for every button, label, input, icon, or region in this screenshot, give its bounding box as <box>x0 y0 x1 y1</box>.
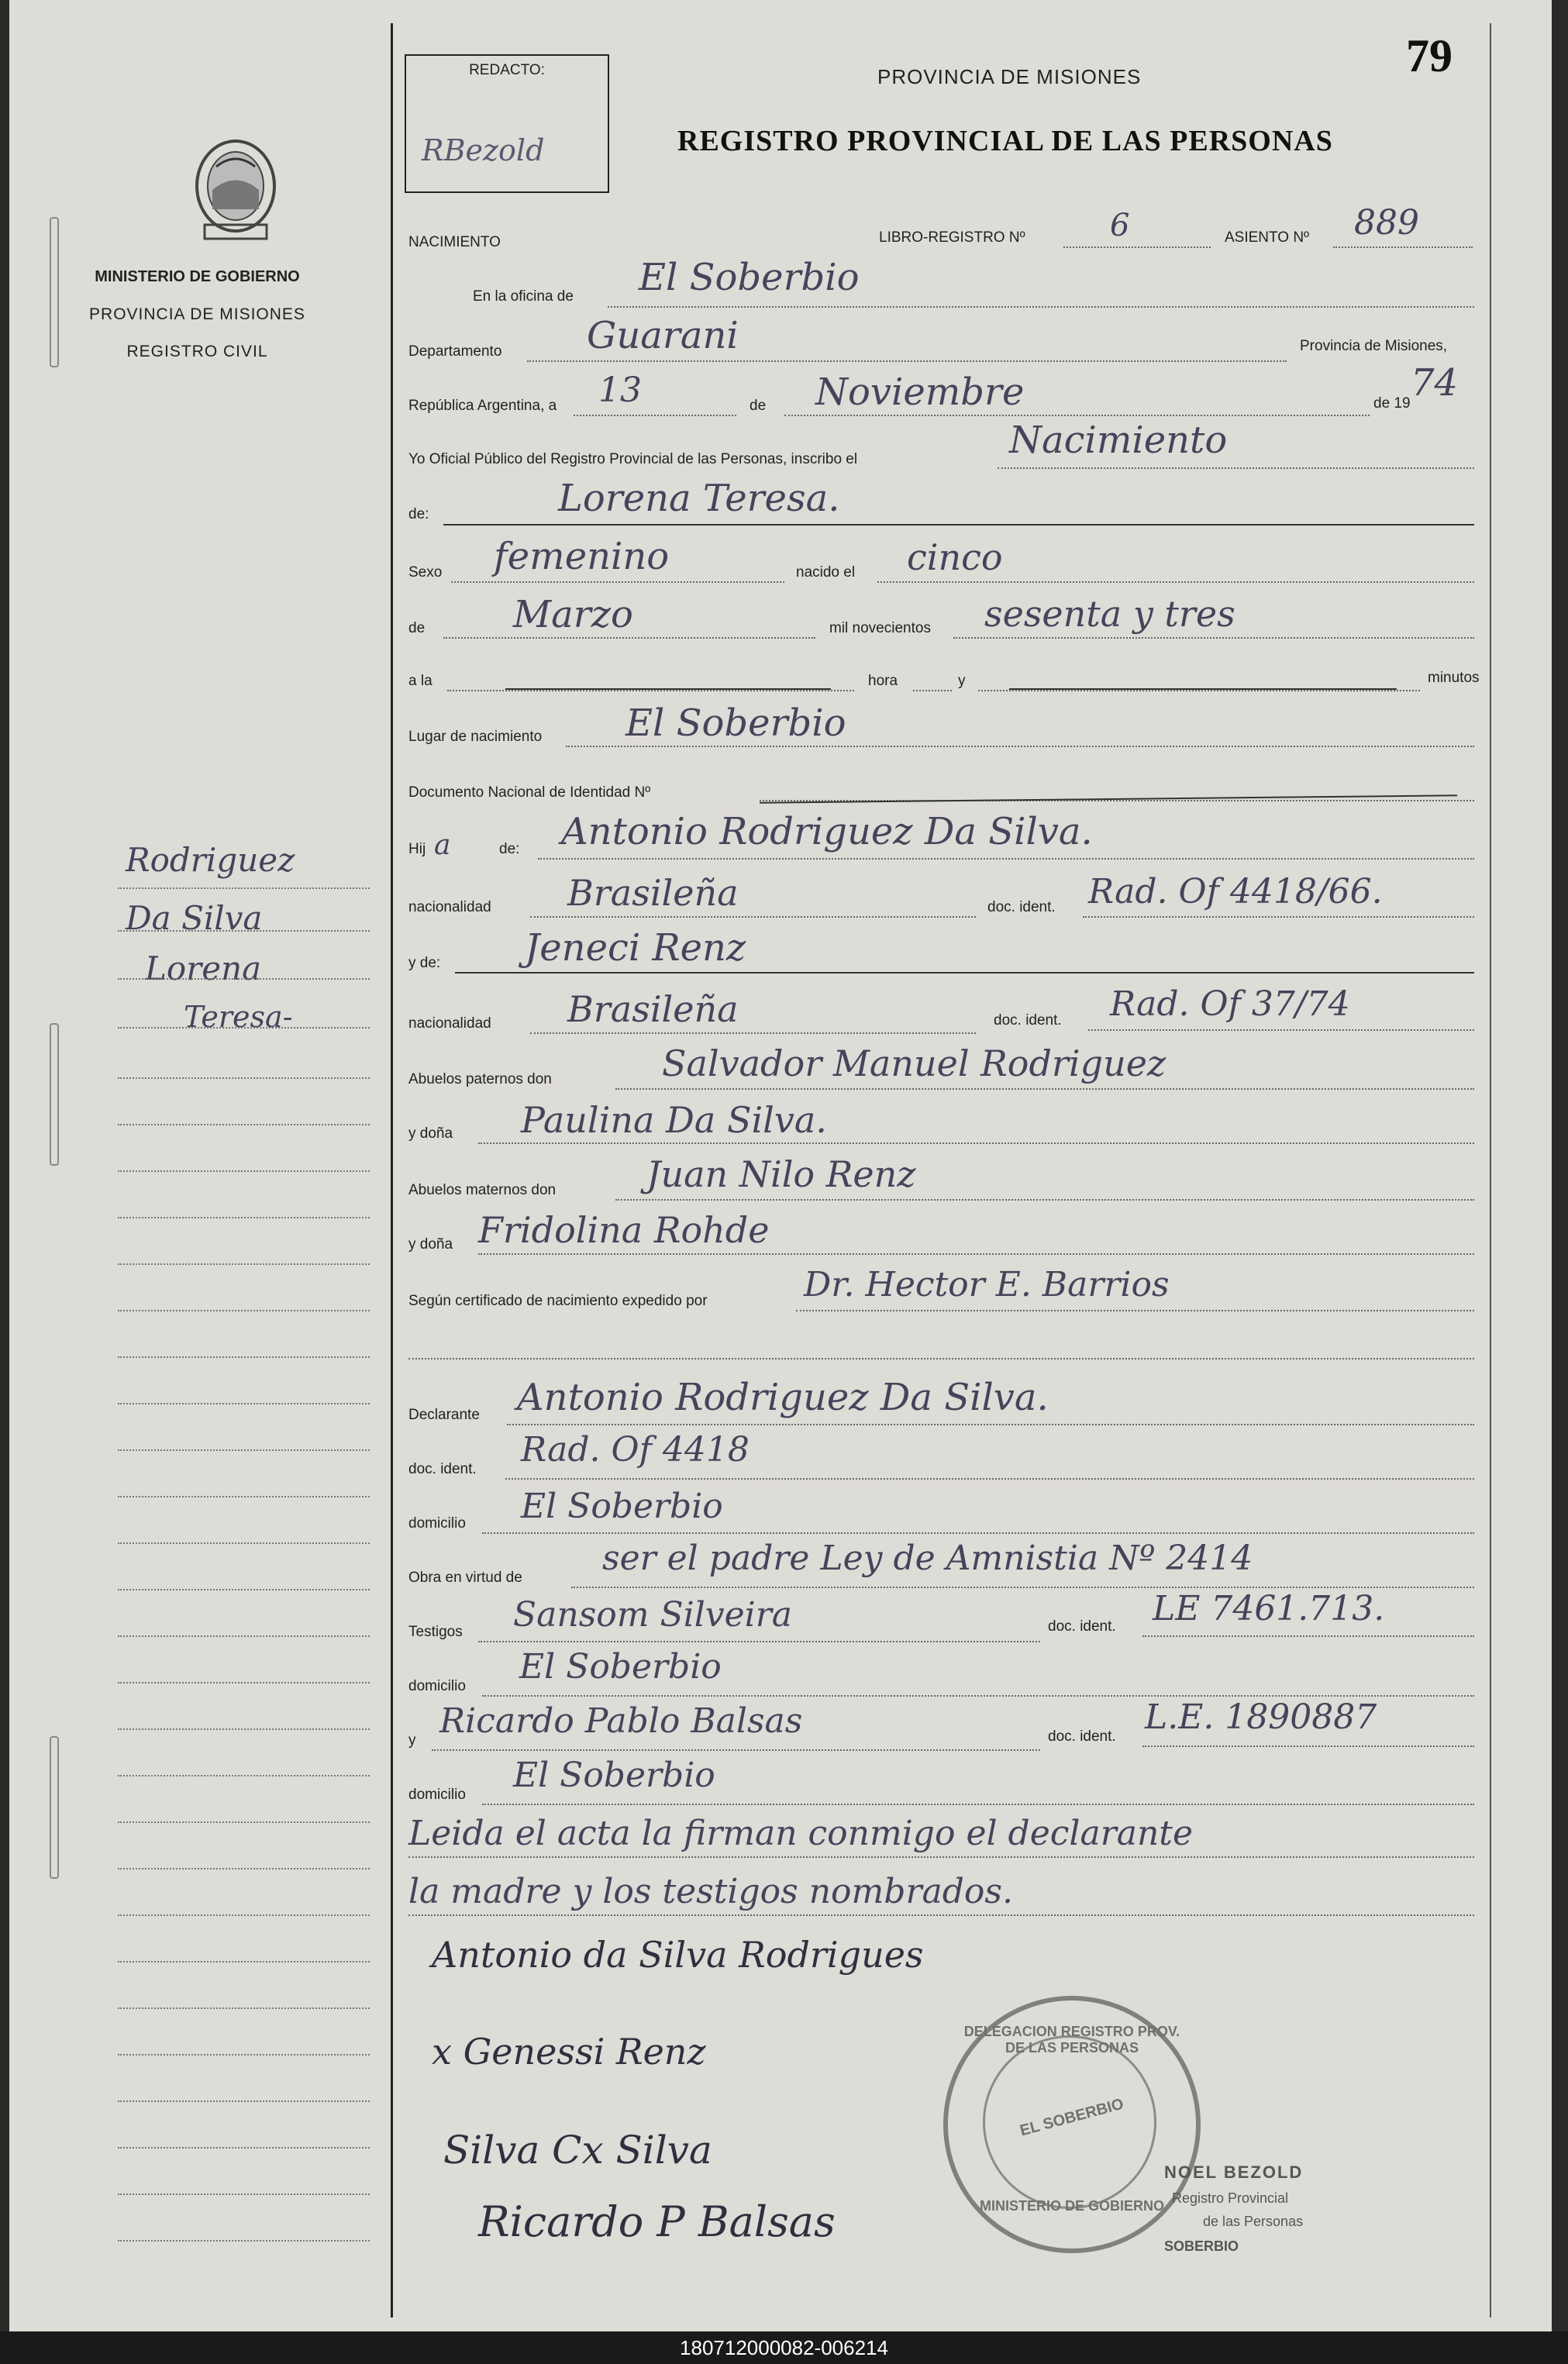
margin-surname-1: Rodriguez <box>126 841 295 879</box>
left-margin-column <box>9 0 385 2331</box>
witness1-doc-value: LE 7461.713. <box>1153 1589 1385 1628</box>
paternal-grandmother-value: Paulina Da Silva. <box>521 1099 827 1141</box>
column-divider <box>391 23 393 2317</box>
declarant-signature: Antonio da Silva Rodrigues <box>432 1934 924 1976</box>
birth-year-value: sesenta y tres <box>984 593 1235 635</box>
declarant-address-value: El Soberbio <box>521 1487 723 1526</box>
witness2-name-value: Ricardo Pablo Balsas <box>439 1701 803 1741</box>
right-border <box>1490 23 1491 2317</box>
dni-label: Documento Nacional de Identidad Nº <box>408 784 651 801</box>
hij-label: Hij <box>408 841 426 857</box>
oficial-label: Yo Oficial Público del Registro Provincial de las Personas, inscribo el <box>408 451 858 467</box>
maternal-grandmother-value: Fridolina Rohde <box>478 1209 770 1251</box>
officer-seal-line3: de las Personas <box>1203 2214 1304 2229</box>
declarant-name-value: Antonio Rodriguez Da Silva. <box>517 1376 1049 1419</box>
declarant-doc-value: Rad. Of 4418 <box>521 1430 750 1470</box>
testigo1-domicilio-label: domicilio <box>408 1678 466 1694</box>
mother-nationality-value: Brasileña <box>567 988 739 1030</box>
witness2-signature: Ricardo P Balsas <box>478 2197 836 2246</box>
declarante-doc-label: doc. ident. <box>408 1461 477 1477</box>
birth-day-value: cinco <box>907 536 1003 578</box>
witness1-name-value: Sansom Silveira <box>513 1595 793 1635</box>
declarante-label: Declarante <box>408 1407 480 1423</box>
binding-thread <box>50 1023 59 1166</box>
closing-line-1: Leida el acta la firman conmigo el declarante <box>408 1814 1194 1853</box>
paternal-grandfather-value: Salvador Manuel Rodriguez <box>662 1042 1167 1084</box>
officer-seal-line4: SOBERBIO <box>1164 2238 1239 2254</box>
act-type-value: Nacimiento <box>1009 419 1228 462</box>
year-prefix-label: de 19 <box>1373 395 1411 412</box>
oficina-label: En la oficina de <box>473 288 574 305</box>
sexo-label: Sexo <box>408 564 443 581</box>
departamento-label: Departamento <box>408 343 502 360</box>
departamento-value: Guarani <box>587 314 739 357</box>
padre-nacionalidad-label: nacionalidad <box>408 899 491 915</box>
registry-title: REGISTRO PROVINCIAL DE LAS PERSONAS <box>677 125 1333 157</box>
madre-nacionalidad-label: nacionalidad <box>408 1015 491 1032</box>
y-label: y <box>958 673 966 689</box>
mil-label: mil novecientos <box>829 620 931 636</box>
redacto-label: REDACTO: <box>469 62 545 78</box>
libro-value: 6 <box>1110 208 1130 243</box>
hij-suffix-value: a <box>434 829 451 861</box>
document-id-footer: 180712000082-006214 <box>0 2331 1568 2364</box>
abuela-paterna-label: y doña <box>408 1125 453 1142</box>
nombre-label: de: <box>408 506 429 522</box>
minutos-label: minutos <box>1428 670 1480 686</box>
witness2-address-value: El Soberbio <box>513 1756 715 1795</box>
mother-name-value: Jeneci Renz <box>525 926 746 970</box>
father-name-value: Antonio Rodriguez Da Silva. <box>561 810 1093 853</box>
nacido-label: nacido el <box>796 564 856 581</box>
madre-label: y de: <box>408 955 441 971</box>
ministry-registry: REGISTRO CIVIL <box>126 343 268 360</box>
declarante-domicilio-label: domicilio <box>408 1515 466 1532</box>
testigos-label: Testigos <box>408 1624 463 1640</box>
officer-seal <box>1156 2162 1451 2271</box>
republica-label: República Argentina, a <box>408 398 557 414</box>
provincia-label: Provincia de Misiones, <box>1300 338 1448 354</box>
testigo2-domicilio-label: domicilio <box>408 1787 466 1803</box>
testigo2-doc-label: doc. ident. <box>1048 1728 1116 1745</box>
birth-month-label: de <box>408 620 426 636</box>
abuelo-paterno-label: Abuelos paternos don <box>408 1071 552 1087</box>
lugar-label: Lugar de nacimiento <box>408 729 543 745</box>
hora-label: hora <box>868 673 898 689</box>
certificado-label: Según certificado de nacimiento expedido por <box>408 1293 708 1309</box>
province-coat-of-arms-icon <box>185 132 286 248</box>
stamp-bottom: MINISTERIO DE GOBIERNO <box>979 2198 1165 2214</box>
binding-thread <box>50 1736 59 1879</box>
witness2-doc-value: L.E. 1890887 <box>1145 1697 1377 1737</box>
margin-given-name-1: Lorena <box>145 949 262 987</box>
de-label: de <box>750 398 767 414</box>
officer-seal-line2: Registro Provincial <box>1172 2190 1289 2206</box>
document-page <box>9 0 1552 2331</box>
birth-month-value: Marzo <box>513 593 633 636</box>
testigo1-doc-label: doc. ident. <box>1048 1618 1116 1635</box>
a-la-label: a la <box>408 673 432 689</box>
father-nationality-value: Brasileña <box>567 872 739 914</box>
officer-seal-name: NOEL BEZOLD <box>1164 2162 1304 2182</box>
witness1-address-value: El Soberbio <box>519 1647 722 1687</box>
closing-line-2: la madre y los testigos nombrados. <box>408 1872 1013 1911</box>
province-heading: PROVINCIA DE MISIONES <box>877 65 1142 88</box>
record-type-label: NACIMIENTO <box>408 234 501 250</box>
margin-surname-2: Da Silva <box>126 899 263 937</box>
sexo-value: femenino <box>494 535 670 578</box>
abuelo-materno-label: Abuelos maternos don <box>408 1182 557 1198</box>
stamp-text: DELEGACION REGISTRO PROV. DE LAS PERSONAS <box>963 2024 1180 2056</box>
madre-doc-label: doc. ident. <box>994 1012 1062 1029</box>
father-doc-value: Rad. Of 4418/66. <box>1088 872 1383 911</box>
asiento-label: ASIENTO Nº <box>1225 229 1309 246</box>
redacto-signature: RBezold <box>422 133 545 167</box>
year-value: 74 <box>1411 361 1459 405</box>
legal-basis-value: ser el padre Ley de Amnistia Nº 2414 <box>602 1539 1253 1578</box>
day-value: 13 <box>598 370 642 410</box>
margin-given-name-2: Teresa- <box>184 1000 293 1034</box>
month-value: Noviembre <box>815 370 1025 414</box>
lugar-value: El Soberbio <box>625 701 846 745</box>
child-name-value: Lorena Teresa. <box>558 477 840 520</box>
oficina-value: El Soberbio <box>639 256 860 299</box>
asiento-value: 889 <box>1354 203 1419 243</box>
testigo2-y-label: y <box>408 1732 416 1749</box>
mother-signature: x Genessi Renz <box>432 2031 706 2073</box>
stamp-sub: EL SOBERBIO <box>1018 2095 1126 2140</box>
witness1-signature: Silva Cx Silva <box>443 2128 712 2173</box>
certificate-issuer-value: Dr. Hector E. Barrios <box>804 1265 1170 1304</box>
abuela-materna-label: y doña <box>408 1236 453 1253</box>
obra-label: Obra en virtud de <box>408 1570 522 1586</box>
maternal-grandfather-value: Juan Nilo Renz <box>646 1153 916 1195</box>
redacto-box <box>405 54 609 193</box>
ministry-province: PROVINCIA DE MISIONES <box>89 305 305 323</box>
padre-doc-label: doc. ident. <box>987 899 1056 915</box>
mother-doc-value: Rad. Of 37/74 <box>1110 984 1350 1024</box>
libro-label: LIBRO-REGISTRO Nº <box>879 229 1025 246</box>
page-number: 79 <box>1406 30 1453 81</box>
ministry-name: MINISTERIO DE GOBIERNO <box>95 268 300 285</box>
padre-label: de: <box>499 841 520 857</box>
